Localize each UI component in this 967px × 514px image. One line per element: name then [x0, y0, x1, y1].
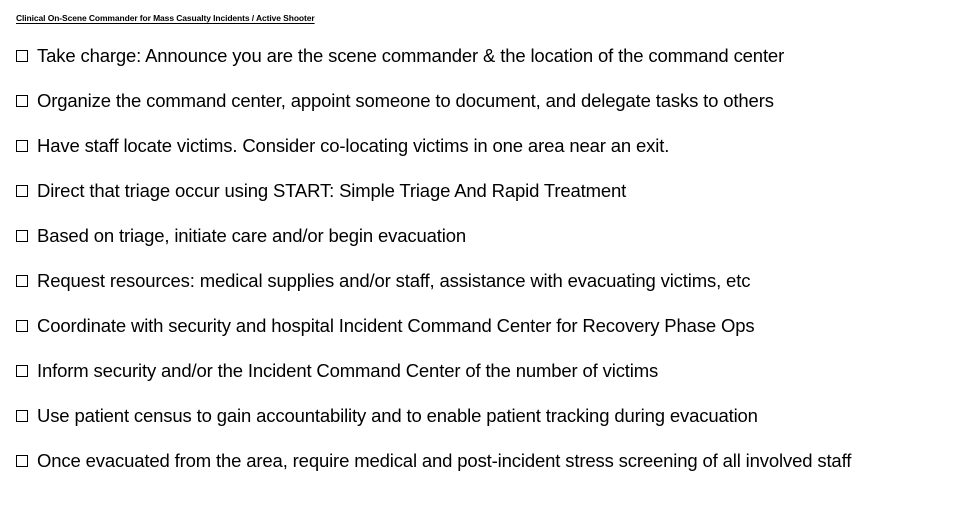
checklist-item	[16, 134, 961, 158]
checklist-item-text: Based on triage, initiate care and/or begin evacuation	[37, 225, 466, 246]
checklist-item-text: Once evacuated from the area, require medical and post-incident stress screening of all involved staff	[37, 450, 852, 471]
checklist-item-text: Request resources: medical supplies and/or staff, assistance with evacuating victims, etc	[37, 270, 751, 291]
checkbox-icon	[16, 50, 28, 62]
checklist-item-text: Organize the command center, appoint someone to document, and delegate tasks to others	[37, 90, 774, 111]
checklist-item	[16, 314, 961, 338]
document-title: Clinical On-Scene Commander for Mass Casualty Incidents / Active Shooter	[16, 13, 315, 23]
checkbox-icon	[16, 185, 28, 197]
checklist-item-text: Take charge: Announce you are the scene commander & the location of the command center	[37, 45, 785, 66]
checklist-item-text: Coordinate with security and hospital Incident Command Center for Recovery Phase Ops	[37, 315, 755, 336]
document	[16, 6, 961, 494]
checkbox-icon	[16, 95, 28, 107]
checklist-item	[16, 269, 961, 293]
checklist-item-text: Use patient census to gain accountability and to enable patient tracking during evacuation	[37, 405, 758, 426]
checkbox-icon	[16, 140, 28, 152]
checkbox-icon	[16, 365, 28, 377]
checklist-item-text: Direct that triage occur using START: Simple Triage And Rapid Treatment	[37, 180, 627, 201]
checklist	[16, 44, 961, 473]
checkbox-icon	[16, 275, 28, 287]
checkbox-icon	[16, 230, 28, 242]
checklist-item	[16, 89, 961, 113]
checkbox-icon	[16, 320, 28, 332]
checklist-item-text: Inform security and/or the Incident Command Center of the number of victims	[37, 360, 659, 381]
checklist-item	[16, 404, 961, 428]
checkbox-icon	[16, 410, 28, 422]
checklist-item	[16, 359, 961, 383]
checklist-item	[16, 224, 961, 248]
checklist-item	[16, 179, 961, 203]
checkbox-icon	[16, 455, 28, 467]
checklist-item	[16, 449, 961, 473]
checklist-item-text: Have staff locate victims. Consider co-locating victims in one area near an exit.	[37, 135, 670, 156]
checklist-item	[16, 44, 961, 68]
